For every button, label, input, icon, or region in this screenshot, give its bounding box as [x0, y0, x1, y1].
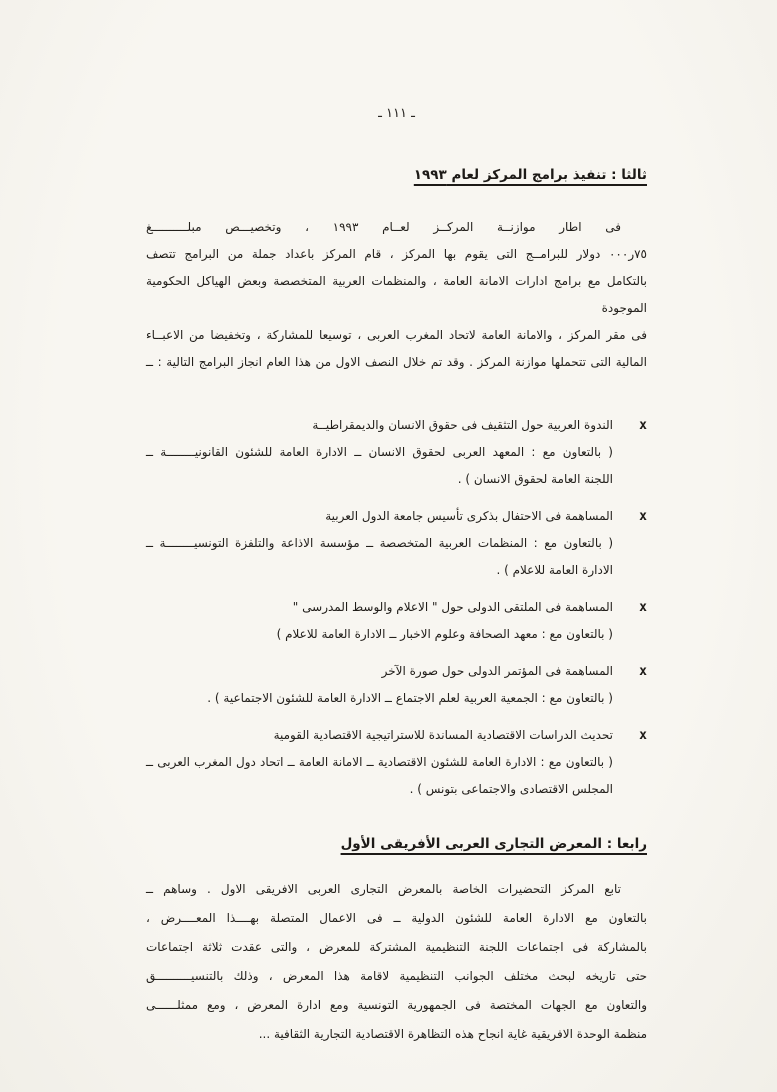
- section-three-heading: ثالثا : تنفيذ برامج المركز لعام ١٩٩٣: [413, 167, 647, 183]
- program-item-body: [146, 412, 613, 493]
- program-title: الندوة العربية حول التثقيف فى حقوق الانسان والديمقراطيــة: [312, 418, 613, 432]
- item-marker-icon: x: [639, 418, 647, 433]
- paragraph-line: والتعاون مع الجهات المختصة فى الجمهورية التونسية ومع ادارة المعرض ، ومع ممثلــــــى: [146, 998, 647, 1012]
- paragraph-line: فى مقر المركز ، والامانة العامة لاتحاد المغرب العربى ، توسيعا للمشاركة ، وتخفيضا من الاعبــاء: [146, 328, 647, 342]
- programs-list: [146, 412, 647, 803]
- program-item: [146, 722, 647, 803]
- item-marker-icon: x: [639, 600, 647, 615]
- program-detail: ( بالتعاون مع : المعهد العربى لحقوق الانسان ــ الادارة العامة للشئون القانونيــــــــة ــ: [146, 445, 613, 459]
- program-detail: ( بالتعاون مع : المنظمات العربية المتخصصة ــ مؤسسة الاذاعة والتلفزة التونسيــــــــة ــ: [146, 536, 613, 550]
- program-item-body: [146, 503, 613, 584]
- paragraph-line: حتى تاريخه لبحث مختلف الجوانب التنظيمية لاقامة هذا المعرض ، وذلك بالتنسيــــــــــق: [146, 969, 647, 983]
- program-item-body: [146, 722, 613, 803]
- program-detail: الادارة العامة للاعلام ) .: [496, 563, 613, 577]
- program-detail: المجلس الاقتصادى والاجتماعى بتونس ) .: [409, 782, 613, 796]
- program-title: المساهمة فى الاحتفال بذكرى تأسيس جامعة الدول العربية: [325, 509, 613, 523]
- item-marker-icon: x: [639, 509, 647, 524]
- program-title: المساهمة فى الملتقى الدولى حول " الاعلام والوسط المدرسى ": [292, 600, 613, 614]
- paragraph-line: المالية التى تتحملها موازنة المركز . وقد تم خلال النصف الاول من هذا العام انجاز البرامج التالية : ــ: [146, 355, 647, 369]
- program-detail: ( بالتعاون مع : معهد الصحافة وعلوم الاخبار ــ الادارة العامة للاعلام ): [276, 627, 613, 641]
- section-four-paragraph: [146, 875, 647, 1049]
- paragraph-line: فى اطار موازنــة المركــز لعــام ١٩٩٣ ، وتخصيـــص مبلــــــــــغ: [146, 220, 621, 234]
- item-marker-icon: x: [639, 664, 647, 679]
- program-title: تحديث الدراسات الاقتصادية المساندة للاستراتيجية الاقتصادية القومية: [273, 728, 613, 742]
- program-detail: ( بالتعاون مع : الجمعية العربية لعلم الاجتماع ــ الادارة العامة للشئون الاجتماعية ) .: [207, 691, 613, 705]
- program-detail: اللجنة العامة لحقوق الانسان ) .: [457, 472, 613, 486]
- paragraph-line: بالمشاركة فى اجتماعات اللجنة التنظيمية المشتركة للمعرض ، والتى عقدت ثلاثة اجتماعات: [146, 940, 647, 954]
- paragraph-line: تابع المركز التحضيرات الخاصة بالمعرض التجارى العربى الافريقى الاول . وساهم ــ: [146, 882, 621, 896]
- program-item-body: [146, 594, 613, 648]
- paragraph-line: ٧٥ر٠٠٠ دولار للبرامــج التى يقوم بها المركز ، قام المركز باعداد جملة من البرامج تتصف: [146, 247, 647, 261]
- section-three-paragraph: [146, 214, 647, 376]
- item-marker-icon: x: [639, 728, 647, 743]
- program-item: [146, 412, 647, 493]
- program-title: المساهمة فى المؤتمر الدولى حول صورة الآخر: [381, 664, 613, 678]
- program-item-body: [146, 658, 613, 712]
- paragraph-line: منظمة الوحدة الافريقية غاية انجاح هذه التظاهرة الاقتصادية التجارية الثقافية ...: [258, 1027, 647, 1041]
- page-number: ـ ١١١ ـ: [378, 106, 415, 121]
- program-item: [146, 503, 647, 584]
- paragraph-line: بالتعاون مع الادارة العامة للشئون الدولية ــ فى الاعمال المتصلة بهــــذا المعــــرض ،: [146, 911, 647, 925]
- program-item: [146, 658, 647, 712]
- paragraph-line: بالتكامل مع برامج ادارات الامانة العامة ، والمنظمات العربية المتخصصة وبعض الهياكل الحكومية الموجودة: [146, 274, 647, 315]
- section-four-heading: رابعا : المعرض التجارى العربى الأفريقى الأول: [340, 836, 647, 852]
- program-detail: ( بالتعاون مع : الادارة العامة للشئون الاقتصادية ــ الامانة العامة ــ اتحاد دول المغرب العربى ــ: [146, 755, 613, 769]
- program-item: [146, 594, 647, 648]
